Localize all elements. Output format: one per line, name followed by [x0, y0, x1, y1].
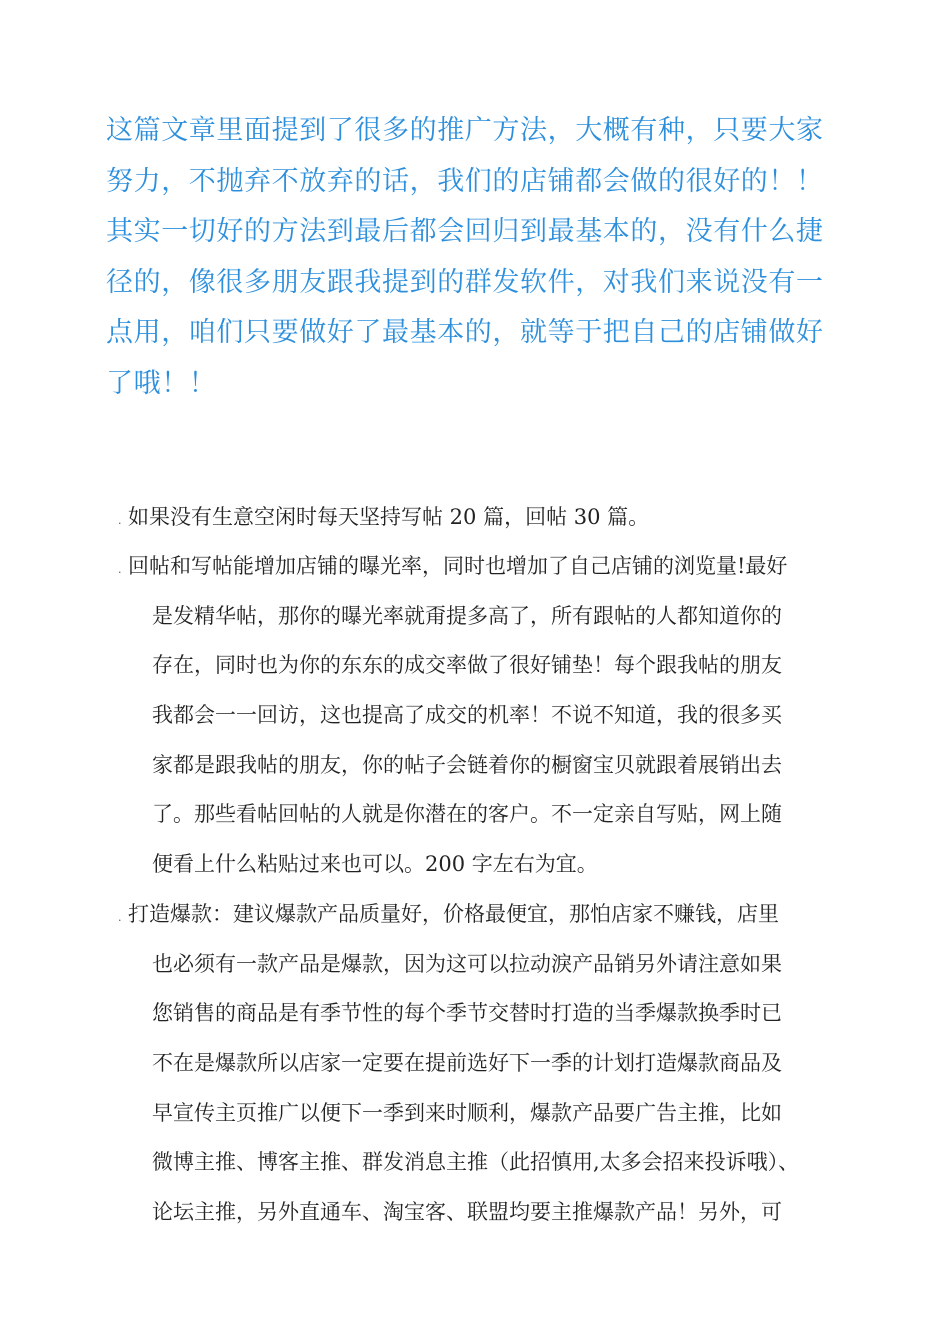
intro-line: 径的，像很多朋友跟我提到的群发软件，对我们来说没有一: [106, 266, 824, 298]
list-item: [118, 890, 799, 1238]
list-item: [118, 493, 649, 543]
list-item-text: 不在是爆款所以店家一定要在提前选好下一季的计划打造爆款商品及: [152, 1051, 782, 1076]
list-item-text: 是发精华帖，那你的曝光率就甭提多高了，所有跟帖的人都知道你的: [152, 603, 782, 628]
list-item-text: 早宣传主页推广以便下一季到来时顺利，爆款产品要广告主推，比如: [152, 1100, 782, 1125]
list-item-text: 论坛主推，另外直通车、淘宝客、联盟均要主推爆款产品！另外，可: [152, 1200, 782, 1225]
list-item-text: 了。那些看帖回帖的人就是你潜在的客户。不一定亲自写贴，网上随: [152, 802, 782, 827]
list-item-text: 打造爆款：建议爆款产品质量好，价格最便宜，那怕店家不赚钱，店里: [128, 902, 779, 926]
intro-line: 了哦！！: [106, 367, 217, 399]
list-item-text: 我都会一一回访，这也提高了成交的机率！不说不知道，我的很多买: [152, 703, 782, 728]
list-item-text: 存在，同时也为你的东东的成交率做了很好铺垫！每个跟我帖的朋友: [152, 653, 782, 678]
intro-line: 努力，不抛弃不放弃的话，我们的店铺都会做的很好的！！: [106, 165, 824, 197]
list-bullet: .: [118, 514, 122, 527]
intro-paragraph: [106, 106, 866, 409]
list-item: [118, 542, 787, 890]
list-item-text: 便看上什么粘贴过来也可以。200 字左右为宜。: [152, 852, 598, 877]
list-item-text: 家都是跟我帖的朋友，你的帖子会链着你的橱窗宝贝就跟着展销出去: [152, 752, 782, 777]
list-bullet: .: [118, 911, 122, 924]
list-item-text: 也必须有一款产品是爆款，因为这可以拉动淚产品销另外请注意如果: [152, 951, 782, 976]
intro-line: 点用，咱们只要做好了最基本的，就等于把自己的店铺做好: [106, 317, 824, 348]
intro-line: 其实一切好的方法到最后都会回归到最基本的，没有什么捷: [106, 216, 824, 247]
intro-line: 这篇文章里面提到了很多的推广方法，大概有种，只要大家: [106, 115, 824, 146]
list-item-text: 您销售的商品是有季节性的每个季节交替时打造的当季爆款换季时已: [152, 1001, 782, 1026]
list-bullet: .: [118, 563, 122, 576]
list-item-text: 如果没有生意空闲时每天坚持写帖 20 篇，回帖 30 篇。: [128, 505, 650, 529]
list-item-text: 微博主推、博客主推、群发消息主推（此招慎用,太多会招来投诉哦）、: [152, 1150, 800, 1175]
list-item-text: 回帖和写帖能增加店铺的曝光率，同时也增加了自己店铺的浏览量!最好: [128, 554, 788, 578]
